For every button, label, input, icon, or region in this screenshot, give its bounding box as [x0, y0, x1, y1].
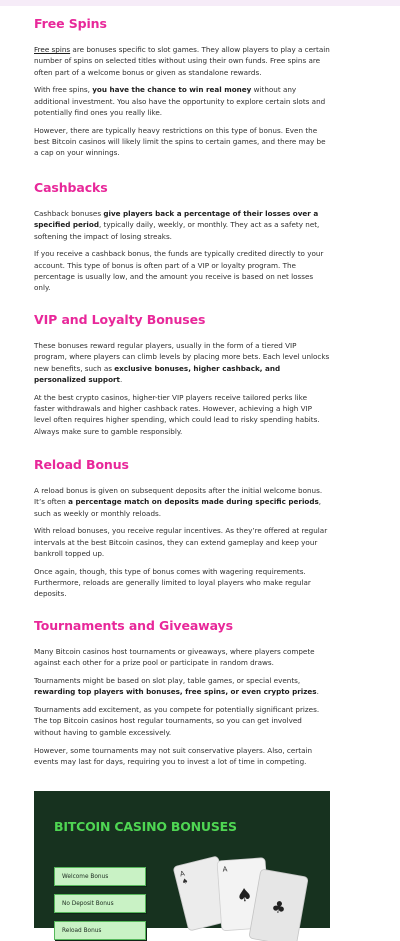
- top-bar: [0, 0, 400, 6]
- free-spins-link[interactable]: Free spins: [34, 45, 71, 54]
- tournaments-paragraph-3: Tournaments add excitement, as you compete for potentially significant prizes. The top Bitcoin casinos host regular tournaments, so you can get involved without having to gamble excessively.: [34, 705, 320, 737]
- reload-paragraph-2: With reload bonuses, you receive regular incentives. As they’re offered at regular intervals at the best Bitcoin casinos, they can extend gameplay and keep your bankroll topped up.: [34, 526, 328, 558]
- section-reload-bonus: [34, 457, 330, 606]
- svg-text:A: A: [179, 869, 186, 879]
- heading-free-spins: Free Spins: [34, 16, 107, 31]
- section-free-spins: [34, 16, 330, 165]
- no-deposit-bonus-button[interactable]: No Deposit Bonus: [54, 894, 146, 913]
- cashbacks-paragraph-2: If you receive a cashback bonus, the funds are typically credited directly to your account. This type of bonus is often part of a VIP or loyalty program. The percentage is usually low, and the amount you receive is based on net losses only.: [34, 249, 324, 293]
- tournaments-paragraph-2: Tournaments might be based on slot play, table games, or special events, rewarding top players with bonuses, free spins, or even crypto prizes.: [34, 676, 319, 697]
- section-vip-loyalty: [34, 312, 330, 443]
- cashbacks-paragraph-1: Cashback bonuses give players back a percentage of their losses over a specified period, typically daily, weekly, or monthly. They act as a safety net, softening the impact of losing streaks.: [34, 209, 320, 241]
- svg-text:♠: ♠: [180, 876, 190, 887]
- heading-reload-bonus: Reload Bonus: [34, 457, 129, 472]
- tournaments-paragraph-1: Many Bitcoin casinos host tournaments or giveaways, where players compete against each other for a prize pool or participate in random draws.: [34, 647, 315, 668]
- vip-paragraph-2: At the best crypto casinos, higher-tier VIP players receive tailored perks like faster withdrawals and higher cashback rates. However, achieving a high VIP level often requires higher spending, which could lead to risky spending habits. Always make sure to gamble responsibly.: [34, 392, 320, 436]
- tournaments-paragraph-4: However, some tournaments may not suit conservative players. Also, certain events may last for days, requiring you to invest a lot of time in competing.: [34, 745, 313, 766]
- svg-text:♣: ♣: [270, 896, 288, 918]
- svg-text:♠: ♠: [235, 884, 254, 907]
- free-spins-paragraph-3: However, there are typically heavy restrictions on this type of bonus. Even the best Bitcoin casinos will likely limit the spins to certain games, and there may be a cap on your winnings.: [34, 125, 326, 158]
- heading-tournaments: Tournaments and Giveaways: [34, 618, 233, 633]
- section-cashbacks: [34, 180, 330, 300]
- bitcoin-casino-bonuses-banner: [34, 791, 330, 934]
- heading-cashbacks: Cashbacks: [34, 180, 108, 195]
- free-spins-paragraph-1: Free spins are bonuses specific to slot games. They allow players to play a certain number of spins on selected titles without using their own funds. Free spins are often part of a welcome bonus or given as standalone rewards.: [34, 45, 330, 77]
- vip-paragraph-1: These bonuses reward regular players, usually in the form of a tiered VIP program, where players can climb levels by placing more bets. Each level unlocks new benefits, such as exclusive bonuses, higher cashback, and personalized support.: [34, 341, 330, 384]
- welcome-bonus-button[interactable]: Welcome Bonus: [54, 867, 146, 886]
- playing-cards-illustration: [159, 853, 329, 933]
- heading-vip-loyalty: VIP and Loyalty Bonuses: [34, 312, 206, 327]
- banner-title: BITCOIN CASINO BONUSES: [54, 819, 237, 834]
- svg-text:A: A: [222, 865, 228, 874]
- reload-paragraph-1: A reload bonus is given on subsequent deposits after the initial welcome bonus. It’s often a percentage match on deposits made during specific periods, such as weekly or monthly reloads.: [34, 486, 323, 518]
- section-tournaments: [34, 618, 330, 774]
- reload-paragraph-3: Once again, though, this type of bonus comes with wagering requirements. Furthermore, reloads are generally limited to loyal players who make regular deposits.: [34, 566, 311, 599]
- reload-bonus-button[interactable]: Reload Bonus: [54, 921, 146, 940]
- free-spins-paragraph-2: With free spins, you have the chance to win real money without any additional investment. You also have the opportunity to explore certain slots and potentially find ones you really like.: [34, 85, 326, 117]
